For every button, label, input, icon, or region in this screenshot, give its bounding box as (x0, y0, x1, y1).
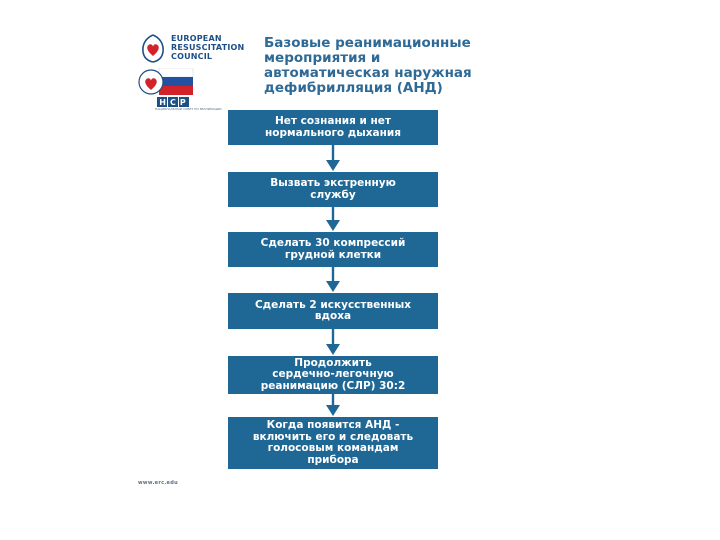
arrow-down-icon (322, 394, 344, 417)
step-box-2 (228, 172, 438, 207)
footer-url: www.erc.edu (138, 480, 178, 486)
step-box-3 (228, 232, 438, 267)
title-line-4: дефибрилляция (АНД) (264, 80, 443, 96)
step-6-line-3: голосовым командам (267, 442, 399, 454)
step-box-6 (228, 417, 438, 469)
step-5-line-2: сердечно-легочную (272, 368, 394, 381)
step-4-line-2: вдоха (314, 310, 352, 322)
step-1-line-2: нормального дыхания (265, 126, 401, 139)
step-6-line-2: включить его и следовать (252, 430, 414, 443)
step-box-1 (228, 110, 438, 145)
step-2-line-1: Вызвать экстренную (270, 177, 396, 189)
step-5-line-3: реанимацию (СЛР) 30:2 (260, 379, 406, 392)
step-5-line-1: Продолжить (294, 356, 372, 369)
step-box-4 (228, 293, 438, 329)
step-3-line-1: Сделать 30 компрессий (260, 237, 406, 249)
step-6-line-4: прибора (307, 453, 359, 466)
step-6-line-1: Когда появится АНД - (266, 419, 400, 431)
step-box-5 (228, 356, 438, 394)
arrow-down-icon (322, 145, 344, 172)
arrow-down-icon (322, 329, 344, 356)
step-3-line-2: грудной клетки (284, 248, 382, 261)
erc-line-2: RESUSCITATION (171, 43, 245, 52)
erc-line-1: EUROPEAN (171, 34, 222, 43)
title-line-3: автоматическая наружная (264, 65, 472, 81)
arrow-down-icon (322, 207, 344, 232)
title-line-2: мероприятия и (264, 50, 381, 66)
step-1-line-1: Нет сознания и нет (274, 115, 391, 127)
step-4-line-1: Сделать 2 искусственных (254, 298, 412, 311)
ncr-letters: НСР (159, 97, 190, 107)
ncr-caption: НАЦИОНАЛЬНЫЙ СОВЕТ ПО РЕАНИМАЦИИ (155, 107, 222, 111)
erc-line-3: COUNCIL (171, 52, 213, 61)
arrow-down-icon (322, 267, 344, 293)
title-line-1: Базовые реанимационные (264, 35, 471, 51)
step-2-line-2: службу (310, 188, 356, 201)
